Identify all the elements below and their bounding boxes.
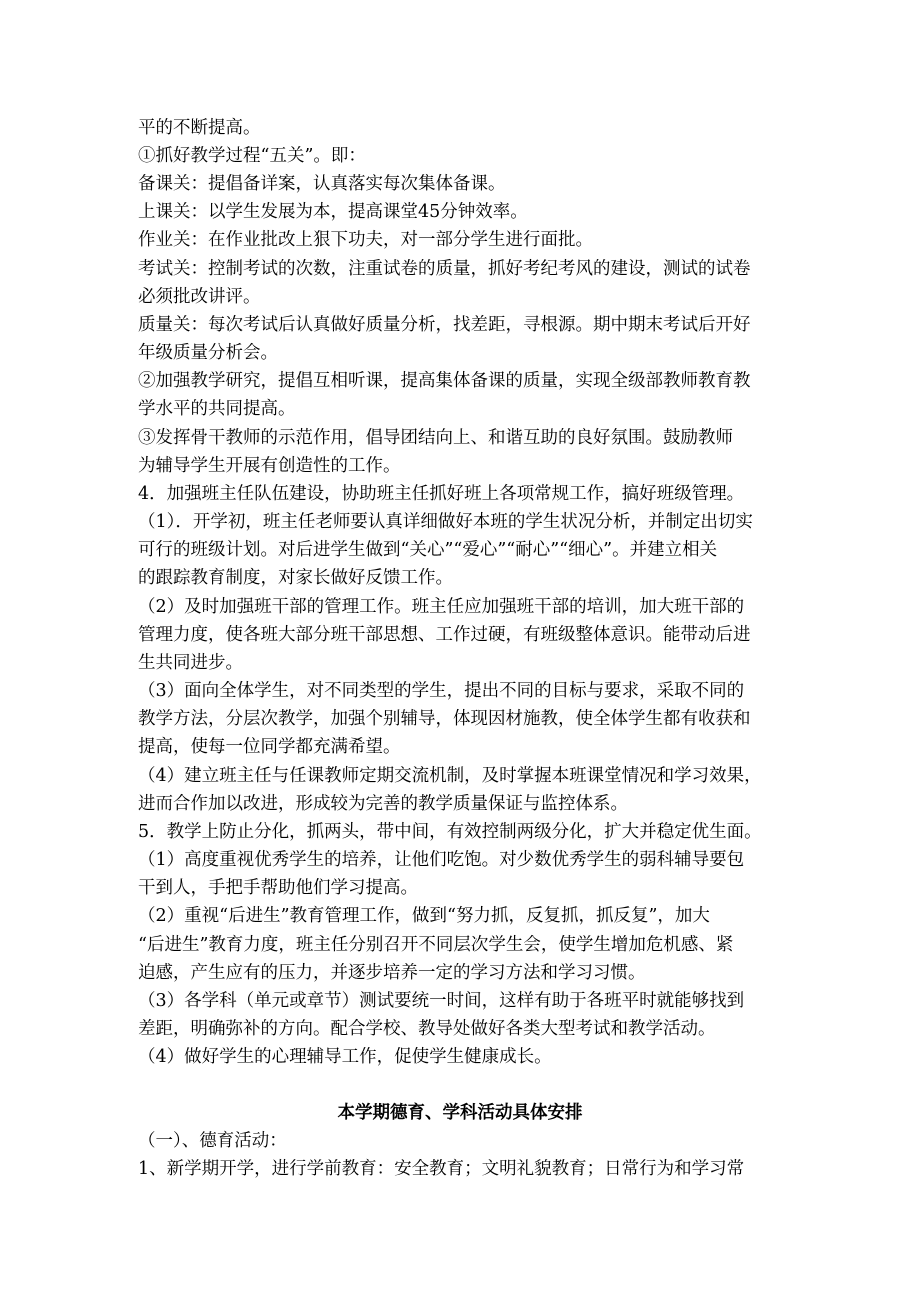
section-heading: 本学期德育、学科活动具体安排 bbox=[337, 1103, 583, 1123]
text-line: “后进生”教育力度，班主任分别召开不同层次学生会，使学生增加危机感、紧 bbox=[138, 935, 734, 955]
text-line: 年级质量分析会。 bbox=[138, 343, 278, 363]
text-line: （4）建立班主任与任课教师定期交流机制，及时掌握本班课堂情况和学习效果， bbox=[138, 766, 762, 786]
text-line: ③发挥骨干教师的示范作用，倡导团结向上、和谐互助的良好氛围。鼓励教师 bbox=[138, 428, 733, 448]
text-line: 必须批改讲评。 bbox=[138, 287, 261, 307]
text-line: 差距，明确弥补的方向。配合学校、教导处做好各类大型考试和教学活动。 bbox=[138, 1019, 716, 1039]
text-line: 4．加强班主任队伍建设，协助班主任抓好班上各项常规工作，搞好班级管理。 bbox=[138, 484, 745, 504]
text-line: （1）高度重视优秀学生的培养，让他们吃饱。对少数优秀学生的弱科辅导要包 bbox=[138, 850, 745, 870]
text-line: 平的不断提高。 bbox=[138, 118, 261, 138]
text-line: （2）及时加强班干部的管理工作。班主任应加强班干部的培训，加大班干部的 bbox=[138, 597, 745, 617]
text-line: （1）．开学初，班主任老师要认真详细做好本班的学生状况分析，并制定出切实 bbox=[138, 512, 753, 532]
text-line: 学水平的共同提高。 bbox=[138, 399, 296, 419]
text-line: （3）各学科（单元或章节）测试要统一时间，这样有助于各班平时就能够找到 bbox=[138, 991, 745, 1011]
text-line: （4）做好学生的心理辅导工作，促使学生健康成长。 bbox=[138, 1047, 552, 1067]
text-line: 作业关：在作业批改上狠下功夫，对一部分学生进行面批。 bbox=[138, 230, 593, 250]
text-line: 提高，使每一位同学都充满希望。 bbox=[138, 737, 401, 757]
text-line: 考试关：控制考试的次数，注重试卷的质量，抓好考纪考风的建设，测试的试卷 bbox=[138, 259, 751, 279]
text-line: ②加强教学研究，提倡互相听课，提高集体备课的质量，实现全级部教师教育教 bbox=[138, 371, 751, 391]
text-line: 迫感，产生应有的压力，并逐步培养一定的学习方法和学习习惯。 bbox=[138, 963, 646, 983]
text-line: 干到人，手把手帮助他们学习提高。 bbox=[138, 878, 418, 898]
text-line: 质量关：每次考试后认真做好质量分析，找差距，寻根源。期中期末考试后开好 bbox=[138, 315, 751, 335]
text-line: 管理力度，使各班大部分班干部思想、工作过硬，有班级整体意识。能带动后进 bbox=[138, 625, 751, 645]
text-line: 为辅导学生开展有创造性的工作。 bbox=[138, 456, 401, 476]
text-line: 生共同进步。 bbox=[138, 653, 243, 673]
text-line: 1、新学期开学，进行学前教育：安全教育；文明礼貌教育；日常行为和学习常 bbox=[138, 1159, 745, 1179]
text-line: 进而合作加以改进，形成较为完善的教学质量保证与监控体系。 bbox=[138, 794, 628, 814]
text-line: 教学方法，分层次教学，加强个别辅导，体现因材施教，使全体学生都有收获和 bbox=[138, 709, 751, 729]
text-line: 5．教学上防止分化，抓两头，带中间，有效控制两级分化，扩大并稳定优生面。 bbox=[138, 822, 762, 842]
text-line: （一）、德育活动： bbox=[138, 1131, 287, 1151]
text-line: 可行的班级计划。对后进学生做到“关心”“爱心”“耐心”“细心”。并建立相关 bbox=[138, 540, 718, 560]
text-line: 上课关：以学生发展为本，提高课堂45分钟效率。 bbox=[138, 202, 528, 222]
text-line: 备课关：提倡备详案，认真落实每次集体备课。 bbox=[138, 174, 506, 194]
text-line: （2）重视“后进生”教育管理工作，做到“努力抓，反复抓，抓反复”，加大 bbox=[138, 906, 710, 926]
text-line: ①抓好教学过程“五关”。即： bbox=[138, 146, 366, 166]
text-line: （3）面向全体学生，对不同类型的学生，提出不同的目标与要求，采取不同的 bbox=[138, 681, 745, 701]
text-line: 的跟踪教育制度，对家长做好反馈工作。 bbox=[138, 568, 453, 588]
